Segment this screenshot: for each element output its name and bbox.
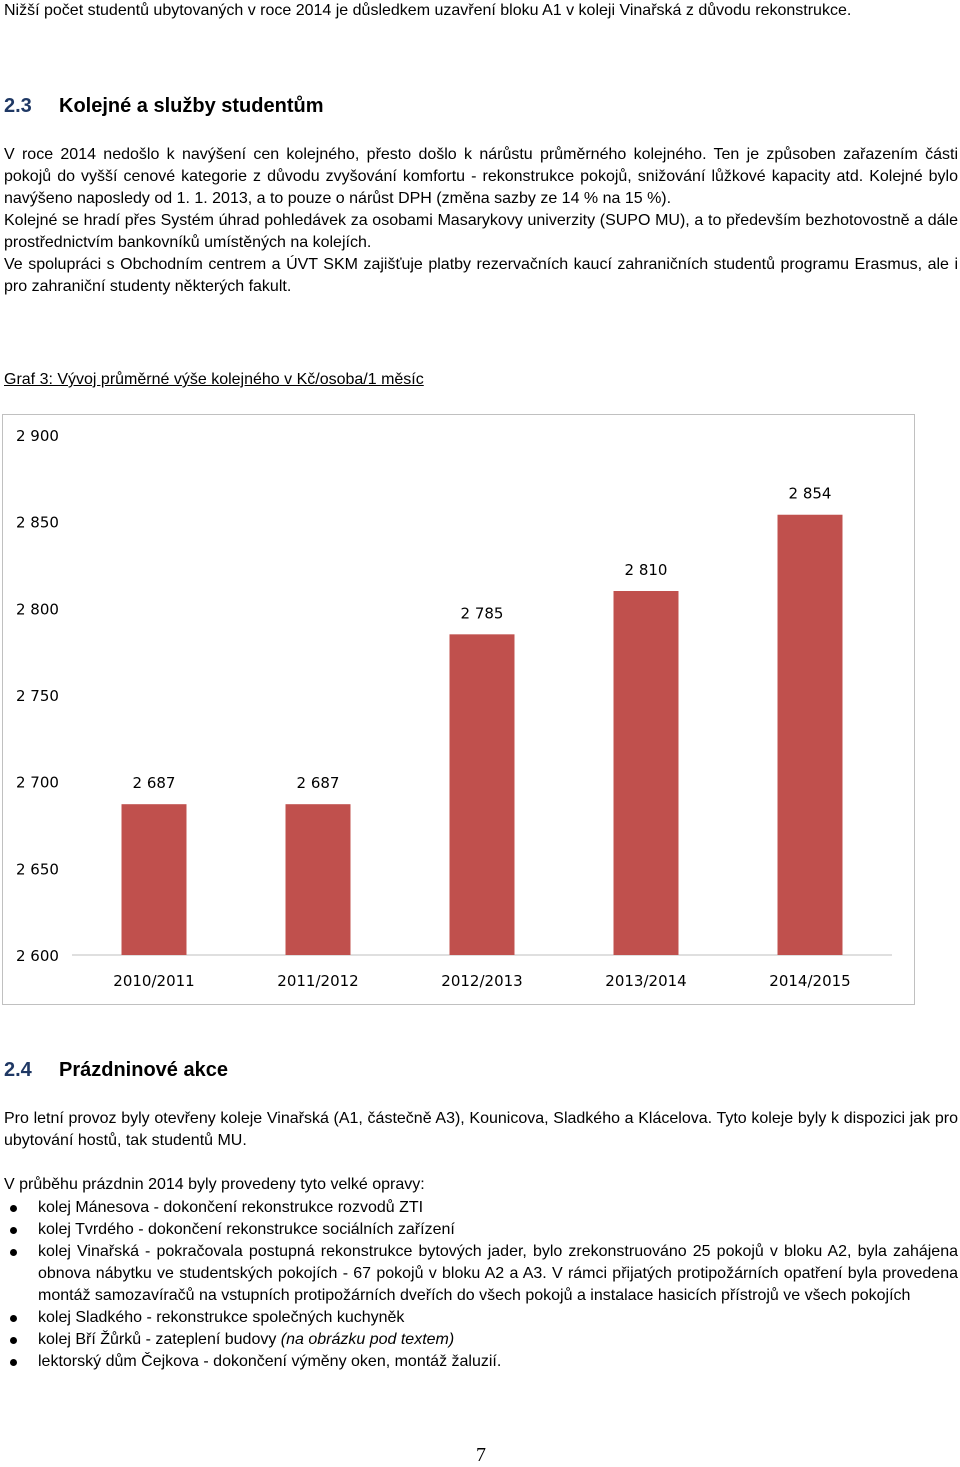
- bullet-icon: [10, 1205, 17, 1212]
- bar-chart: [2, 414, 916, 1006]
- paragraph: V roce 2014 nedošlo k navýšení cen kolejného, přesto došlo k nárůstu průměrného kolejného. Ten je způsoben zařazením části pokojů do vyšší cenové kategorie z důvodu zvyšování komfortu - rekonstrukce pokojů, snižování lůžkové kapacity atd. Kolejné bylo navýšeno naposledy od 1. 1. 2013, a to pouze o nárůst DPH (změna sazby ze 14 % na 15 %).: [4, 146, 958, 207]
- y-tick-label: 2 750: [16, 687, 59, 705]
- value-label: 2 810: [624, 561, 668, 579]
- x-tick-label: 2011/2012: [277, 972, 359, 990]
- intro-paragraph: Nižší počet studentů ubytovaných v roce 2014 je důsledkem uzavření bloku A1 v koleji Vinařská z důvodu rekonstrukce.: [4, 2, 852, 19]
- page-number: 7: [476, 1444, 486, 1466]
- list-item: kolej Vinařská - pokračovala postupná rekonstrukce bytových jader, bylo zrekonstruováno 25 pokojů v bloku A2, byla zahájena obnova nábytku ve studentských pokojích - 67 pokojů v bloku A2 a A3. V rámci přijatých protipožárních opatření byla provedena montáž samozavíračů na vstupních protipožárních dveřích do všech pokojů a instalace hasicích přístrojů ve všech pokojích: [4, 1241, 958, 1307]
- x-tick-label: 2012/2013: [441, 972, 523, 990]
- section-title: Prázdninové akce: [59, 1059, 228, 1081]
- repairs-list: [4, 1197, 958, 1373]
- list-item: kolej Tvrdého - dokončení rekonstrukce sociálních zařízení: [4, 1219, 958, 1241]
- bar: [614, 591, 679, 955]
- paragraph: Ve spolupráci s Obchodním centrem a ÚVT SKM zajišťuje platby rezervačních kaucí zahraničních studentů programu Erasmus, ale i pro zahraniční studenty některých fakult.: [4, 256, 958, 295]
- bullet-icon: [10, 1249, 17, 1256]
- bar: [450, 634, 515, 955]
- y-tick-label: 2 700: [16, 773, 59, 792]
- graph-caption: Graf 3: Vývoj průměrné výše kolejného v Kč/osoba/1 měsíc: [4, 371, 424, 388]
- y-tick-label: 2 850: [16, 513, 59, 532]
- list-item: lektorský dům Čejkova - dokončení výměny oken, montáž žaluzií.: [4, 1351, 958, 1373]
- x-tick-label: 2010/2011: [113, 972, 195, 990]
- section-heading-2-3: [4, 94, 323, 118]
- section-heading-2-4: [4, 1058, 228, 1082]
- section-number: 2.3: [4, 95, 32, 117]
- section-2-4-paragraph: Pro letní provoz byly otevřeny koleje Vinařská (A1, částečně A3), Kounicova, Sladkého a Klácelova. Tyto koleje byly k dispozici jak pro ubytování hostů, tak studentů MU.: [4, 1110, 958, 1149]
- bar: [122, 804, 187, 955]
- y-tick-label: 2 800: [16, 600, 59, 619]
- x-tick-label: 2014/2015: [769, 972, 851, 990]
- y-tick-label: 2 900: [16, 427, 59, 445]
- bullet-icon: [10, 1337, 17, 1344]
- bullet-icon: [10, 1227, 17, 1234]
- list-item: kolej Mánesova - dokončení rekonstrukce rozvodů ZTI: [4, 1197, 958, 1219]
- value-label: 2 687: [296, 774, 340, 793]
- y-tick-label: 2 650: [16, 860, 59, 879]
- italic-note: (na obrázku pod textem): [280, 1331, 455, 1348]
- y-tick-label: 2 600: [16, 947, 59, 965]
- section-number: 2.4: [4, 1059, 32, 1081]
- bullet-icon: [10, 1359, 17, 1366]
- list-item: kolej Sladkého - rekonstrukce společných kuchyněk: [4, 1307, 958, 1329]
- value-label: 2 687: [132, 774, 176, 793]
- bullet-icon: [10, 1315, 17, 1322]
- bar: [286, 804, 351, 955]
- x-tick-label: 2013/2014: [605, 972, 687, 990]
- paragraph: Kolejné se hradí přes Systém úhrad pohledávek za osobami Masarykovy univerzity (SUPO MU), a to především bezhotovostně a dále prostřednictvím bankovníků umístěných na kolejích.: [4, 212, 958, 251]
- value-label: 2 785: [460, 604, 504, 623]
- section-title: Kolejné a služby studentům: [59, 95, 324, 117]
- value-label: 2 854: [788, 484, 832, 503]
- list-item: kolej Bří Žůrků - zateplení budovy (na obrázku pod textem): [4, 1329, 958, 1351]
- section-2-3-body: [4, 144, 958, 298]
- bar: [778, 515, 843, 955]
- list-intro: V průběhu prázdnin 2014 byly provedeny tyto velké opravy:: [4, 1176, 425, 1193]
